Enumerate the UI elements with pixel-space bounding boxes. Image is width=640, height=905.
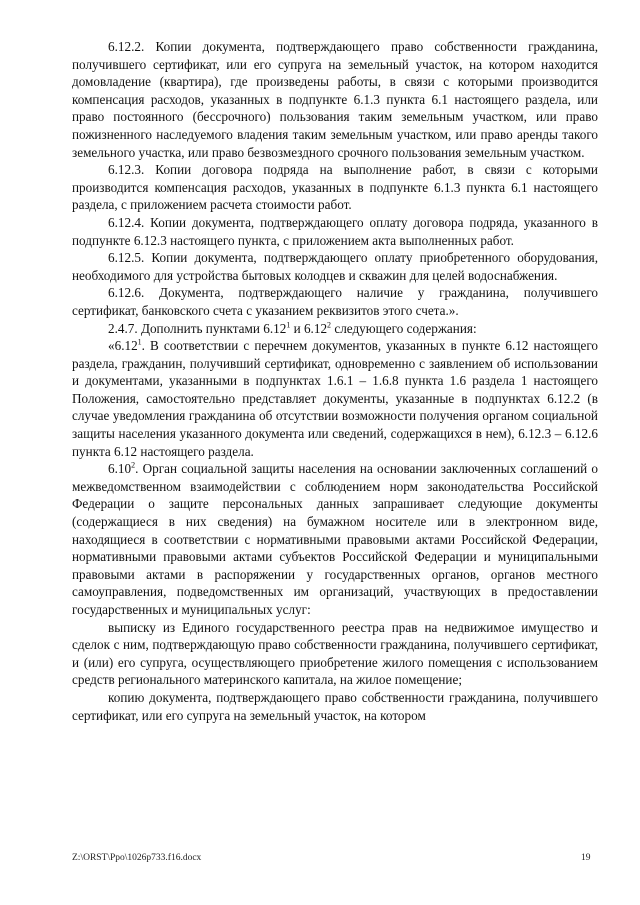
paragraph-6-12-3: 6.12.3. Копии договора подряда на выполнение работ, в связи с которыми производится компенсация расходов, указанных в подпункте 6.1.3 пункта 6.1 настоящего раздела, с приложением расчета стоимости работ.: [72, 162, 598, 213]
superscript: 2: [131, 460, 136, 470]
footer-file-path: Z:\ORST\Ppo\1026p733.f16.docx: [72, 853, 202, 863]
paragraph-2-4-7: [72, 320, 598, 338]
text-segment: . В соответствии с перечнем документов, указанных в пункте 6.12 настоящего раздела, гражданин, получивший сертификат, одновременно с заявлением об использовании и документами, указанными в подпунктах 1.6.1 – 1.6.8 пункта 1.6 раздела 1 настоящего Положения, самостоятельно представляет документы, указанные в подпунктах 6.12.2 (в случае уведомления гражданина об отсутствии возможности получения органом социальной защиты населения указанного документа или сведений, содержащихся в нем), 6.12.3 – 6.12.6 пункта 6.12 настоящего раздела.: [72, 338, 598, 459]
paragraph-6-12-5: 6.12.5. Копии документа, подтверждающего оплату приобретенного оборудования, необходимого для устройства бытовых колодцев и скважин для целей водоснабжения.: [72, 250, 598, 283]
paragraph-6-12-2: 6.12.2. Копии документа, подтверждающего право собственности гражданина, получившего сертификат, или его супруга на земельный участок, на котором находится домовладение (квартира), где произведены работы, в связи с которыми производится компенсация расходов, указанных в подпункте 6.1.3 пункта 6.1 настоящего раздела, или право постоянного (бессрочного) пользования таким земельным участком, или право пожизненного наследуемого владения таким земельным участком, или право аренды такого земельного участка, или право безвозмездного срочного пользования земельным участком.: [72, 39, 598, 160]
paragraph-6-12-4: 6.12.4. Копии документа, подтверждающего оплату договора подряда, указанного в подпункте 6.12.3 настоящего пункта, с приложением акта выполненных работ.: [72, 214, 598, 248]
text-segment: 6.10: [108, 461, 132, 477]
text-segment: и 6.12: [290, 320, 328, 336]
text-segment: 2.4.7. Дополнить пунктами 6.12: [108, 320, 287, 336]
superscript: 1: [137, 337, 142, 347]
paragraph-6-10-2: [72, 460, 598, 618]
text-segment: «6.12: [108, 338, 138, 354]
paragraph-6-12-6: 6.12.6. Документа, подтверждающего наличие у гражданина, получившего сертификат, банковского счета с указанием реквизитов этого счета.».: [72, 285, 598, 318]
superscript: 1: [286, 320, 291, 330]
paragraph-6-12-1: [72, 337, 598, 460]
paragraph-land-copy: копию документа, подтверждающего право собственности гражданина, получившего сертификат, или его супруга на земельный участок, на котором: [72, 689, 598, 723]
text-segment: следующего содержания:: [331, 320, 477, 336]
superscript: 2: [327, 320, 332, 330]
page-number: 19: [581, 853, 591, 863]
paragraph-extract-registry: выписку из Единого государственного реестра прав на недвижимое имущество и сделок с ним, подтверждающую право собственности гражданина, получившего сертификат, и (или) его супруга, осуществляющего приобретение жилого помещения с использованием средств регионального материнского капитала, на жилое помещение;: [72, 619, 598, 688]
document-body: [72, 38, 598, 724]
text-segment: . Орган социальной защиты населения на основании заключенных соглашений о межведомственном взаимодействии с соблюдением норм законодательства Российской Федерации о защите персональных данных запрашивает следующие документы (содержащиеся в них сведения) на бумажном носителе или в электронном виде, находящиеся в соответствии с нормативными правовыми актами Российской Федерации, нормативными правовыми актами субъектов Российской Федерации и муниципальными правовыми актами в распоряжении у государственных органов, органов местного самоуправления, подведомственных им организаций, участвующих в предоставлении государственных и муниципальных услуг:: [72, 461, 598, 617]
